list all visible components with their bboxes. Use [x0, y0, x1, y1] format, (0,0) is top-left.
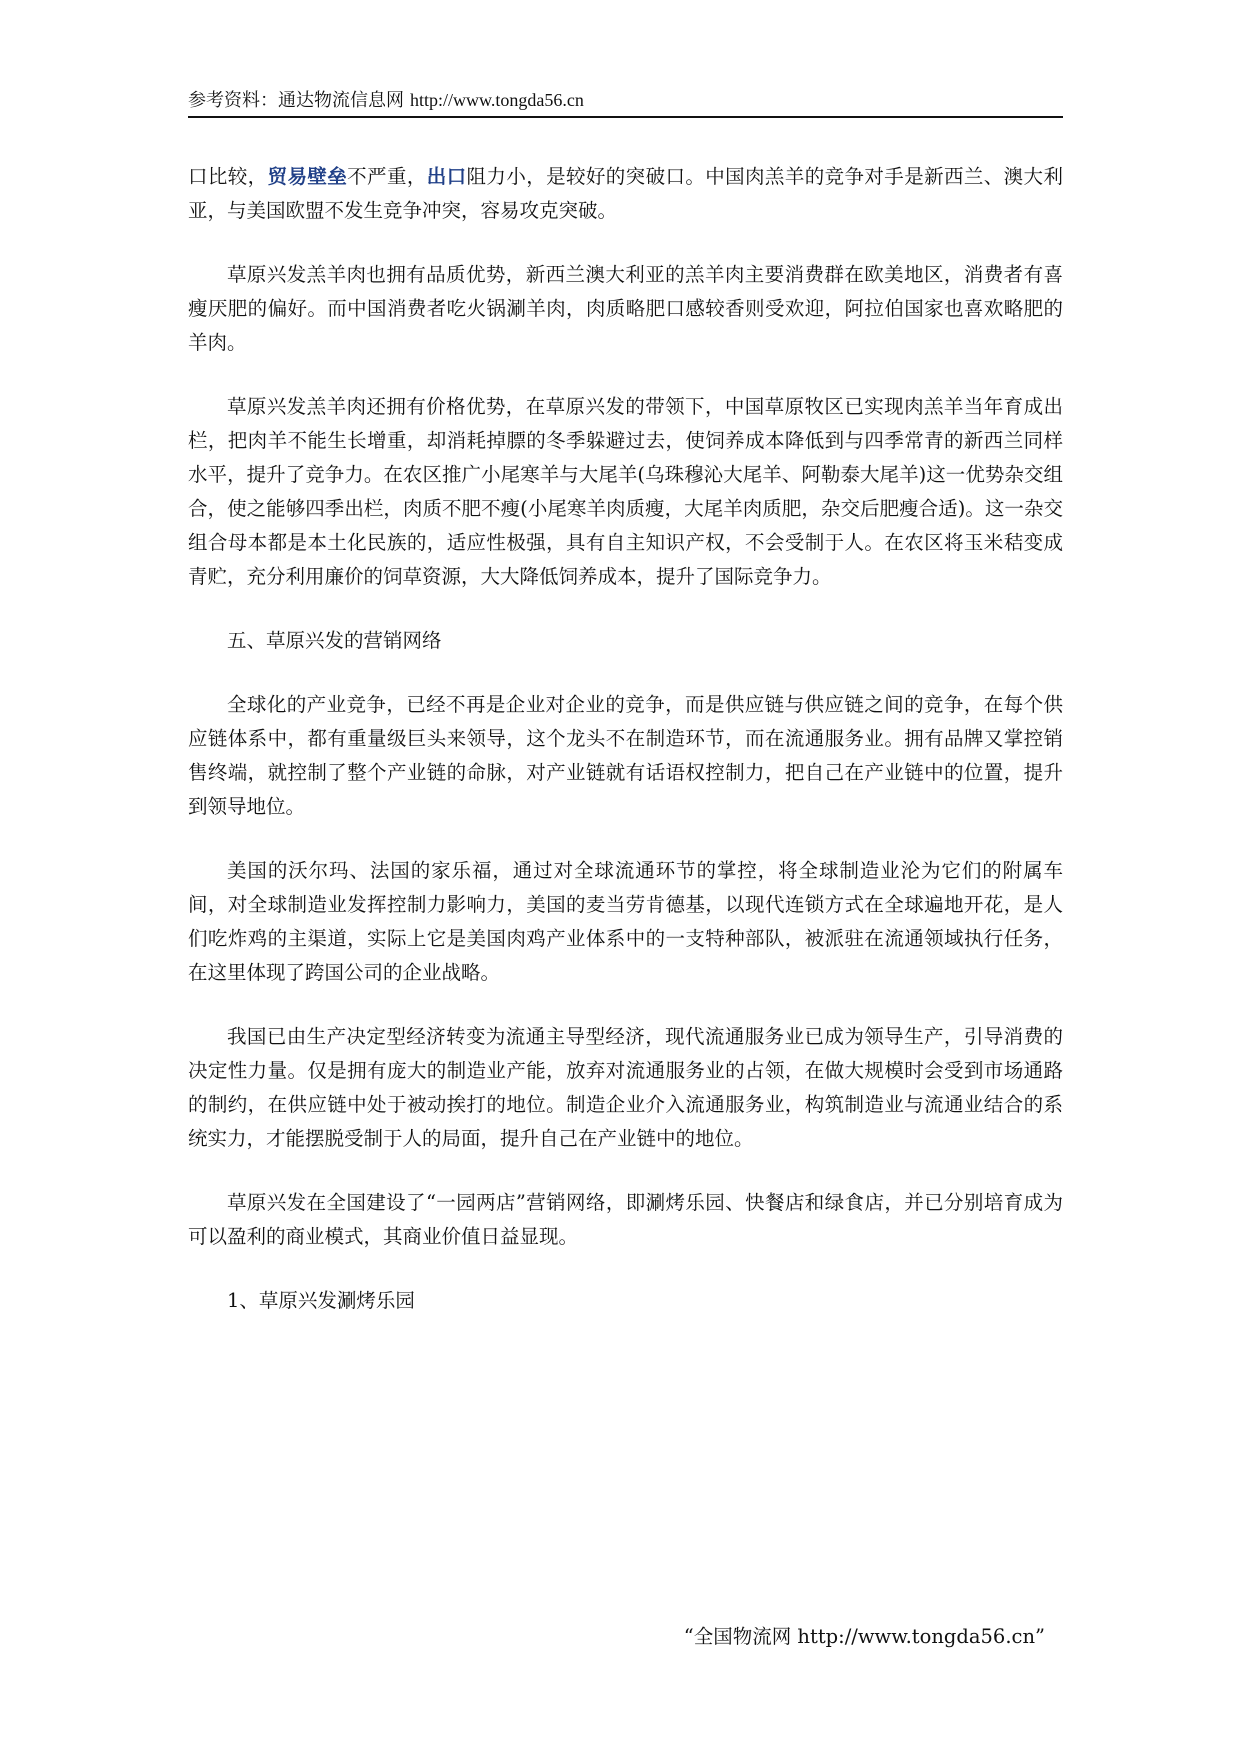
paragraph-one-park-two-stores: 草原兴发在全国建设了“一园两店”营销网络，即涮烤乐园、快餐店和绿食店，并已分别培育成为可以盈利的商业模式，其商业价值日益显现。 — [188, 1191, 1063, 1248]
paragraph-quality-advantage: 草原兴发羔羊肉也拥有品质优势，新西兰澳大利亚的羔羊肉主要消费群在欧美地区，消费者有喜瘦厌肥的偏好。而中国消费者吃火锅涮羊肉，肉质略肥口感较香则受欢迎，阿拉伯国家也喜欢略肥的羊肉。 — [188, 263, 1063, 354]
paragraph-walmart-carrefour: 美国的沃尔玛、法国的家乐福，通过对全球流通环节的掌控，将全球制造业沦为它们的附属车间，对全球制造业发挥控制力影响力，美国的麦当劳肯德基，以现代连锁方式在全球遍地开花，是人们吃炸鸡的主渠道，实际上它是美国肉鸡产业体系中的一支特种部队，被派驻在流通领域执行任务，在这里体现了跨国公司的企业战略。 — [188, 859, 1063, 984]
header-url: http://www.tongda56.cn — [410, 90, 584, 110]
paragraph-trade-barriers — [188, 160, 1063, 228]
paragraph-text: 口比较， — [188, 165, 268, 188]
paragraph-text: 不严重， — [347, 165, 427, 188]
paragraph-text: 阻力小，是较好的突破口。中国肉羔羊的竞争对手是新西兰、澳大利亚，与美国欧盟不发生竞争冲突，容易攻克突破。 — [188, 165, 1063, 222]
paragraph-circulation-economy: 我国已由生产决定型经济转变为流通主导型经济，现代流通服务业已成为领导生产，引导消费的决定性力量。仅是拥有庞大的制造业产能，放弃对流通服务业的占领，在做大规模时会受到市场通路的制约，在供应链中处于被动挨打的地位。制造企业介入流通服务业，构筑制造业与流通业结合的系统实力，才能摆脱受制于人的局面，提升自己在产业链中的地位。 — [188, 1025, 1063, 1150]
subheading-hotpot-park: 1、草原兴发涮烤乐园 — [227, 1289, 415, 1312]
document-body — [188, 160, 1063, 1348]
page-footer: “全国物流网 http://www.tongda56.cn” — [683, 1625, 1045, 1648]
paragraph-supply-chain: 全球化的产业竞争，已经不再是企业对企业的竞争，而是供应链与供应链之间的竞争，在每个供应链体系中，都有重量级巨头来领导，这个龙头不在制造环节，而在流通服务业。拥有品牌又掌控销售终端，就控制了整个产业链的命脉，对产业链就有话语权控制力，把自己在产业链中的位置，提升到领导地位。 — [188, 693, 1063, 818]
header-label: 参考资料：通达物流信息网 — [188, 90, 404, 111]
keyword-trade-barrier: 贸易壁垒 — [267, 165, 348, 188]
section-heading-marketing-network: 五、草原兴发的营销网络 — [227, 629, 442, 652]
page-header — [188, 84, 1063, 118]
paragraph-price-advantage: 草原兴发羔羊肉还拥有价格优势，在草原兴发的带领下，中国草原牧区已实现肉羔羊当年育成出栏，把肉羊不能生长增重，却消耗掉膘的冬季躲避过去，使饲养成本降低到与四季常青的新西兰同样水平，提升了竞争力。在农区推广小尾寒羊与大尾羊(乌珠穆沁大尾羊、阿勒泰大尾羊)这一优势杂交组合，使之能够四季出栏，肉质不肥不瘦(小尾寒羊肉质瘦，大尾羊肉质肥，杂交后肥瘦合适)。这一杂交组合母本都是本土化民族的，适应性极强，具有自主知识产权，不会受制于人。在农区将玉米秸变成青贮，充分利用廉价的饲草资源，大大降低饲养成本，提升了国际竞争力。 — [188, 395, 1063, 588]
keyword-export: 出口 — [426, 165, 467, 188]
